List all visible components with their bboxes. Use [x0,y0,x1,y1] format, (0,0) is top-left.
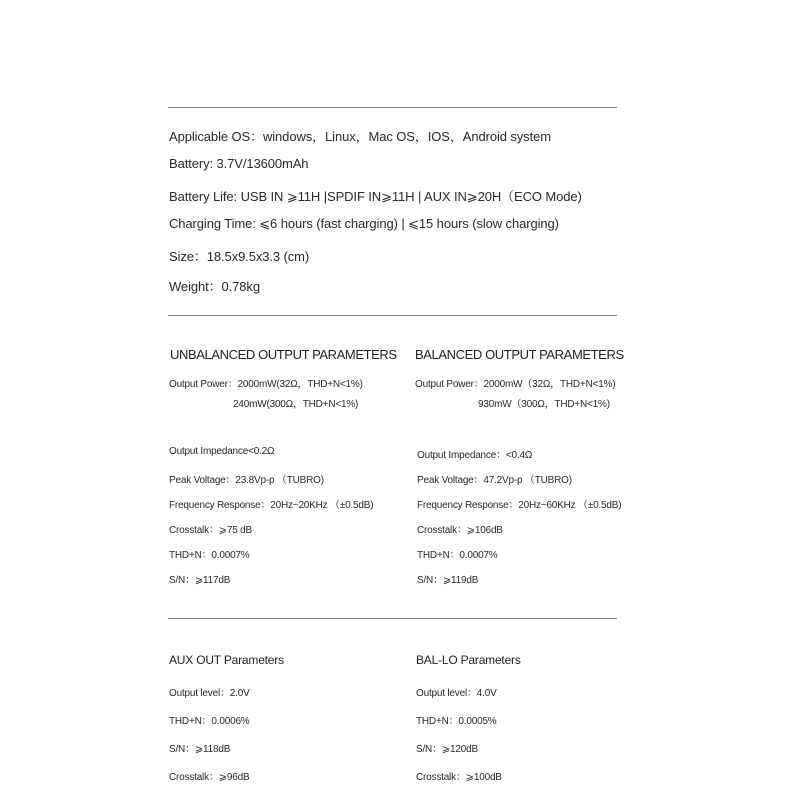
unbalanced-output-power-300: 240mW(300Ω，THD+N<1%) [233,399,359,410]
balanced-thd-n: THD+N：0.0007% [417,550,498,561]
bal-lo-s-n: S/N：⩾120dB [416,744,478,755]
unbalanced-heading: UNBALANCED OUTPUT PARAMETERS [170,347,397,362]
aux-out-s-n: S/N：⩾118dB [169,744,231,755]
balanced-frequency-response: Frequency Response：20Hz~60KHz （±0.5dB) [417,500,622,511]
aux-out-heading: AUX OUT Parameters [169,653,284,667]
battery-life: Battery Life: USB IN ⩾11H |SPDIF IN⩾11H | AUX IN⩾20H（ECO Mode) [169,189,582,204]
applicable-os: Applicable OS：windows，Linux，Mac OS，IOS，Android system [169,129,551,144]
balanced-output-power-300: 930mW（300Ω，THD+N<1%) [478,399,610,410]
bal-lo-thd-n: THD+N：0.0005% [416,716,497,727]
unbalanced-frequency-response: Frequency Response：20Hz~20KHz （±0.5dB) [169,500,374,511]
top-divider [168,107,617,108]
balanced-crosstalk: Crosstalk：⩾106dB [417,525,503,536]
output-params-divider [168,618,617,619]
aux-out-thd-n: THD+N：0.0006% [169,716,250,727]
bal-lo-heading: BAL-LO Parameters [416,653,521,667]
weight: Weight：0.78kg [169,279,260,294]
unbalanced-crosstalk: Crosstalk：⩾75 dB [169,525,252,536]
general-specs-divider [168,315,617,316]
bal-lo-output-level: Output level：4.0V [416,688,497,699]
unbalanced-thd-n: THD+N：0.0007% [169,550,250,561]
size: Size：18.5x9.5x3.3 (cm) [169,249,310,264]
aux-out-output-level: Output level：2.0V [169,688,250,699]
charging-time: Charging Time: ⩽6 hours (fast charging) | ⩽15 hours (slow charging) [169,216,559,231]
balanced-output-power: Output Power：2000mW（32Ω，THD+N<1%) [415,379,616,390]
unbalanced-peak-voltage: Peak Voltage：23.8Vp-p （TUBRO) [169,475,324,486]
unbalanced-output-impedance: Output Impedance<0.2Ω [169,446,275,457]
unbalanced-output-power: Output Power：2000mW(32Ω，THD+N<1%) [169,379,363,390]
balanced-peak-voltage: Peak Voltage：47.2Vp-p （TUBRO) [417,475,572,486]
balanced-s-n: S/N：⩾119dB [417,575,479,586]
unbalanced-s-n: S/N：⩾117dB [169,575,231,586]
balanced-heading: BALANCED OUTPUT PARAMETERS [415,347,624,362]
battery: Battery: 3.7V/13600mAh [169,156,309,171]
balanced-output-impedance: Output Impedance：<0.4Ω [417,450,533,461]
bal-lo-crosstalk: Crosstalk：⩾100dB [416,772,502,783]
aux-out-crosstalk: Crosstalk：⩾96dB [169,772,250,783]
